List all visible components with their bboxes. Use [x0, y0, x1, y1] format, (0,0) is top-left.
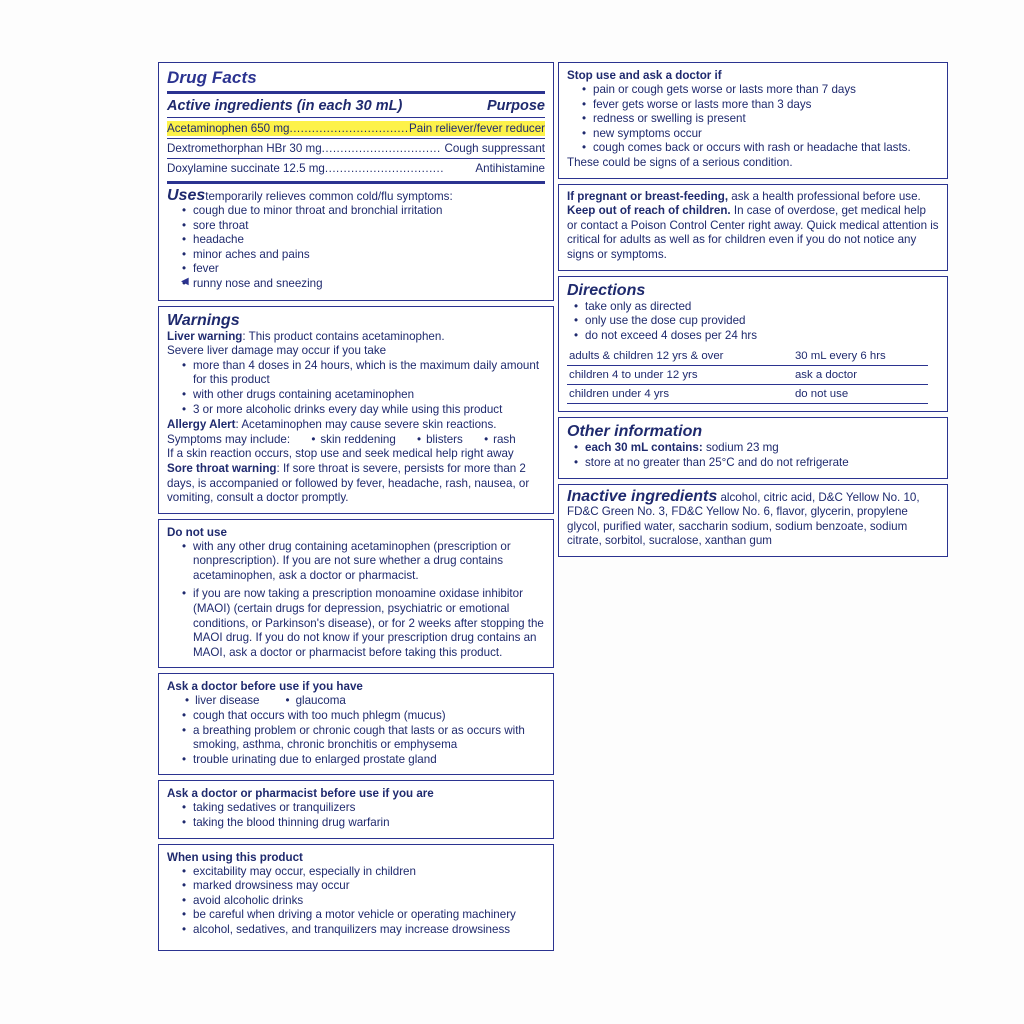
active-ingredients-header — [167, 98, 545, 114]
list-item: • trouble urinating due to enlarged prostate gland — [193, 753, 545, 768]
list-item: • more than 4 doses in 24 hours, which is the maximum daily amount for this product — [193, 359, 545, 388]
inactive-ingredients-title: Inactive ingredients — [567, 487, 718, 505]
list-item: • 3 or more alcoholic drinks every day while using this product — [193, 403, 545, 418]
keep-out-of-reach: Keep out of reach of children. — [567, 204, 731, 218]
list-item: • pain or cough gets worse or lasts more than 7 days — [593, 83, 939, 98]
left-arrow-icon: ◀ — [181, 275, 189, 287]
ask-doctor-title: Ask a doctor before use if you have — [167, 680, 363, 694]
stop-use-list — [581, 83, 939, 156]
uses-list — [181, 204, 545, 292]
allergy-alert-label: Allergy Alert — [167, 418, 236, 432]
dot-leader: ................................ — [321, 142, 441, 155]
uses-title: Uses — [167, 187, 206, 204]
pregnancy-panel — [558, 184, 948, 271]
ingredient-purpose: Pain reliever/fever reducer — [409, 122, 545, 135]
other-information-list — [573, 441, 939, 470]
do-not-use-list — [181, 540, 545, 661]
list-item: • redness or swelling is present — [593, 112, 939, 127]
ingredient-purpose: Cough suppressant — [444, 142, 545, 155]
list-item: • with other drugs containing acetaminophen — [193, 388, 545, 403]
dosage-amount: do not use — [787, 385, 928, 404]
other-information-title: Other information — [567, 423, 703, 441]
sore-throat-warning — [167, 462, 545, 506]
liver-warning — [167, 330, 545, 345]
dosage-group: children under 4 yrs — [567, 385, 787, 404]
when-using-title: When using this product — [167, 850, 303, 864]
active-ingredient-row — [167, 161, 545, 176]
divider-heavy — [167, 91, 545, 94]
table-row — [567, 385, 928, 404]
list-item: • alcohol, sedatives, and tranquilizers may increase drowsiness — [193, 923, 545, 938]
divider-heavy — [167, 181, 545, 184]
when-using-panel — [158, 844, 554, 951]
list-item: • cough comes back or occurs with rash or headache that lasts. — [593, 141, 939, 156]
list-item: • a breathing problem or chronic cough that lasts or as occurs with smoking, asthma, chronic bronchitis or emphysema — [193, 724, 545, 753]
list-item: • headache — [193, 233, 545, 248]
list-item: • liver disease — [185, 694, 260, 709]
stop-use-footer: These could be signs of a serious condition. — [567, 155, 793, 169]
pregnancy-text-2: In case of overdose, get medical help or contact a Poison Control Center right away. Quick medical attention is critical for adults as well as for children even if you do not notice any signs or symptoms. — [567, 204, 939, 261]
pregnancy-bold-lead: If pregnant or breast-feeding, — [567, 189, 729, 203]
list-item: • minor aches and pains — [193, 248, 545, 263]
ask-doctor-list — [181, 709, 545, 767]
inactive-ingredients-text — [567, 487, 939, 549]
stop-use-panel — [558, 62, 948, 179]
list-item: • store at no greater than 25°C and do not refrigerate — [585, 456, 939, 471]
contains-label: each 30 mL contains: — [585, 441, 703, 455]
list-item: • be careful when driving a motor vehicle or operating machinery — [193, 908, 545, 923]
list-item: • fever — [193, 262, 545, 277]
drug-facts-label — [158, 62, 948, 974]
list-item: • avoid alcoholic drinks — [193, 894, 545, 909]
inactive-ingredients-list: alcohol, citric acid, D&C Yellow No. 10, FD&C Green No. 3, FD&C Yellow No. 6, flavor, glycerin, propylene glycol, purified water, saccharin sodium, sodium benzoate, sodium citrate, sorbitol, sucralose, xanthan gum — [567, 490, 920, 548]
list-item: • with any other drug containing acetaminophen (prescription or nonprescription). If you are not sure whether a drug contains acetaminophen, ask a doctor or pharmacist. — [193, 540, 545, 584]
do-not-use-title: Do not use — [167, 525, 227, 539]
liver-warning-label: Liver warning — [167, 329, 243, 343]
ask-pharmacist-title: Ask a doctor or pharmacist before use if you are — [167, 787, 434, 801]
list-item: • fever gets worse or lasts more than 3 days — [593, 98, 939, 113]
list-item: • taking the blood thinning drug warfarin — [193, 816, 545, 831]
dosage-amount: ask a doctor — [787, 366, 928, 385]
allergy-alert — [167, 418, 545, 433]
active-ingredients-label: Active ingredients (in each 30 mL) — [167, 98, 403, 114]
ask-doctor-inline-pair — [185, 694, 545, 709]
list-item: • cough that occurs with too much phlegm (mucus) — [193, 709, 545, 724]
divider-thin — [167, 138, 545, 139]
symptom: • rash — [484, 433, 516, 446]
do-not-use-panel — [158, 519, 554, 669]
contains-value: sodium 23 mg — [705, 441, 779, 455]
table-row — [567, 366, 928, 385]
dosage-table — [567, 347, 928, 404]
allergy-alert-text: : Acetaminophen may cause severe skin reactions. — [235, 418, 497, 432]
list-item: • sore throat — [193, 219, 545, 234]
liver-warning-sub: Severe liver damage may occur if you take — [167, 344, 387, 358]
other-information-panel — [558, 417, 948, 478]
when-using-list — [181, 865, 545, 938]
ingredient-name: Dextromethorphan HBr 30 mg — [167, 142, 322, 155]
symptom: • blisters — [417, 433, 463, 446]
ingredient-name: Doxylamine succinate 12.5 mg — [167, 162, 325, 175]
list-item — [585, 441, 939, 456]
stop-use-title: Stop use and ask a doctor if — [567, 69, 722, 82]
liver-warning-text: : This product contains acetaminophen. — [242, 329, 445, 343]
left-column — [158, 62, 554, 956]
list-item: • runny nose and sneezing — [193, 277, 545, 292]
warnings-panel — [158, 306, 554, 514]
inactive-ingredients-panel — [558, 484, 948, 557]
liver-warning-list — [181, 359, 545, 417]
dosage-group: children 4 to under 12 yrs — [567, 366, 787, 385]
directions-title: Directions — [567, 281, 646, 299]
list-item: • only use the dose cup provided — [585, 314, 939, 329]
list-item: • if you are now taking a prescription monoamine oxidase inhibitor (MAOI) (certain drugs for depression, psychiatric or emotional conditions, or Parkinson's disease), or for 2 weeks after stopping the MAOI drug. If you do not know if your prescription drug contains an MAOI, ask a doctor or pharmacist before taking this product. — [193, 587, 545, 660]
dosage-group: adults & children 12 yrs & over — [567, 347, 787, 366]
pregnancy-text-1: ask a health professional before use. — [728, 189, 921, 203]
warnings-title: Warnings — [167, 311, 240, 329]
list-item: • excitability may occur, especially in children — [193, 865, 545, 880]
uses-lead-text: temporarily relieves common cold/flu symptoms: — [205, 190, 453, 203]
ask-doctor-panel — [158, 673, 554, 775]
list-item: • do not exceed 4 doses per 24 hrs — [585, 329, 939, 344]
symptoms-line — [167, 433, 545, 448]
active-ingredient-row — [167, 121, 545, 136]
divider-thin — [167, 117, 545, 118]
drug-facts-panel — [158, 62, 554, 301]
active-ingredient-row — [167, 141, 545, 156]
symptom: • skin reddening — [311, 433, 395, 446]
list-item: • marked drowsiness may occur — [193, 879, 545, 894]
dot-leader: ................................ — [289, 122, 409, 135]
symptoms-lead: Symptoms may include: — [167, 432, 291, 446]
list-item: • glaucoma — [286, 694, 346, 709]
dosage-amount: 30 mL every 6 hrs — [787, 347, 928, 366]
ingredient-purpose: Antihistamine — [475, 162, 545, 175]
directions-list — [573, 300, 939, 344]
list-item: • cough due to minor throat and bronchial irritation — [193, 204, 545, 219]
sore-throat-label: Sore throat warning — [167, 461, 277, 475]
dot-leader: ................................ — [324, 162, 444, 175]
uses-section — [167, 188, 545, 296]
sore-throat-text: : If sore throat is severe, persists for more than 2 days, is accompanied or followed by fever, headache, rash, nausea, or vomiting, consult a doctor promptly. — [167, 461, 530, 505]
list-item: • taking sedatives or tranquilizers — [193, 801, 545, 816]
table-row — [567, 347, 928, 366]
right-column — [558, 62, 948, 562]
list-item: • new symptoms occur — [593, 127, 939, 142]
list-item: • take only as directed — [585, 300, 939, 315]
uses-lead — [167, 188, 545, 204]
ask-pharmacist-panel — [158, 780, 554, 838]
purpose-label: Purpose — [486, 98, 545, 114]
skin-reaction-text: If a skin reaction occurs, stop use and seek medical help right away — [167, 447, 514, 461]
divider-thin — [167, 158, 545, 159]
directions-panel — [558, 276, 948, 413]
page-title: Drug Facts — [167, 68, 257, 87]
pregnancy-text — [567, 190, 939, 263]
ingredient-name: Acetaminophen 650 mg — [167, 122, 290, 135]
ask-pharmacist-list — [181, 801, 545, 830]
